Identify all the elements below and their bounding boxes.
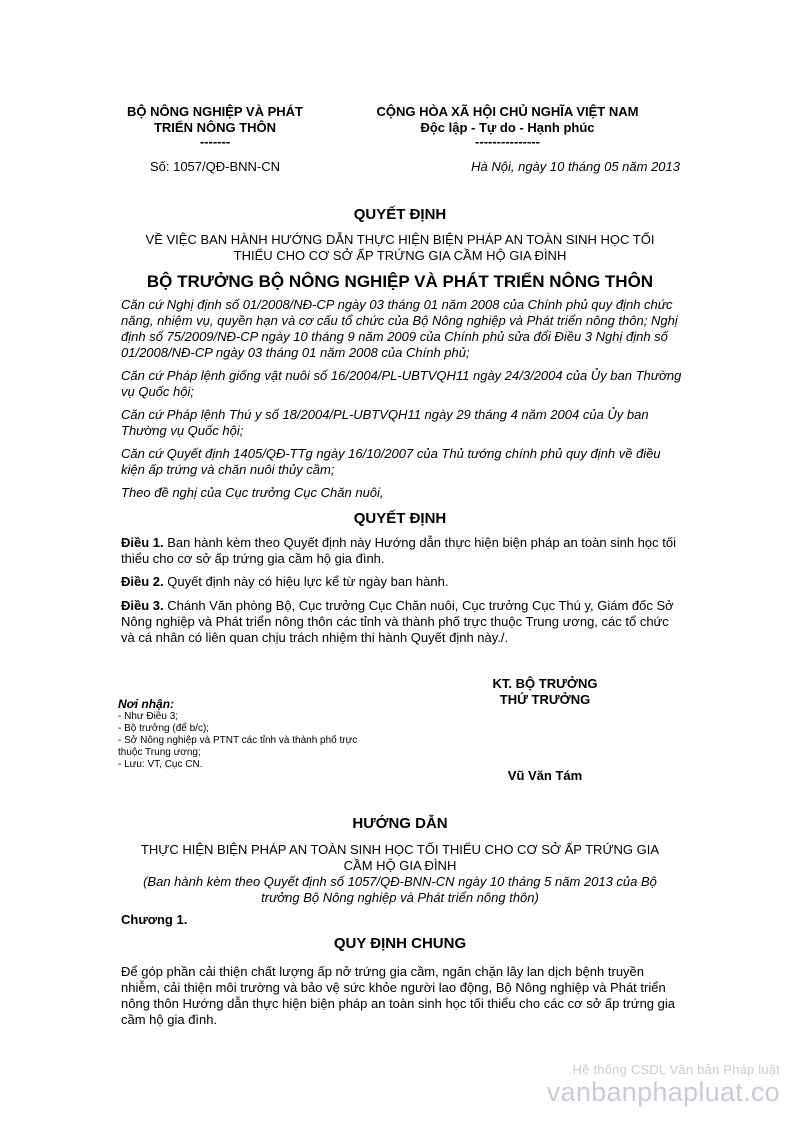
recipient-item: - Bộ trưởng (để b/c); [118,723,210,734]
signer-name: Vũ Văn Tám [507,768,583,783]
motto-dash: --------------- [475,134,540,149]
guide-title: HƯỚNG DẪN [352,815,448,832]
article-3 [121,598,683,646]
decision-subject-line1: VỀ VIỆC BAN HÀNH HƯỚNG DẪN THỰC HIỆN BIỆN PHÁP AN TOÀN SINH HỌC TỐI [145,232,655,247]
recipient-item: - Sở Nông nghiệp và PTNT các tỉnh và thành phố trực [118,735,358,746]
recipients-label: Nơi nhận: [118,697,175,711]
ministry-name [105,104,325,148]
decision-subject-line2: THIỂU CHO CƠ SỞ ẤP TRỨNG GIA CẦM HỘ GIA ĐÌNH [233,248,567,263]
recipient-item: thuộc Trung ương; [118,747,201,758]
signature-block [440,676,650,708]
guide-issued-line2: trưởng Bộ Nông nghiệp và Phát triển nông thôn) [261,890,539,905]
guide-issued-note [100,874,700,906]
chapter-title: QUY ĐỊNH CHUNG [333,935,467,952]
legal-basis-2: Căn cứ Pháp lệnh giống vật nuôi số 16/2004/PL-UBTVQH11 ngày 24/3/2004 của Ủy ban Thường vụ Quốc hội; [121,368,682,399]
place-date: Hà Nội, ngày 10 tháng 05 năm 2013 [471,159,680,174]
ministry-dash: ------- [199,134,231,149]
recipient-item: - Lưu: VT, Cục CN. [118,759,203,770]
article-1-text: Ban hành kèm theo Quyết định này Hướng dẫn thực hiện biện pháp an toàn sinh học tối thiểu cho cơ sở ấp trứng gia cầm hộ gia đình. [121,535,676,566]
recipients-block [118,697,408,771]
decision-title-2: QUYẾT ĐỊNH [353,510,447,527]
legal-basis-3: Căn cứ Pháp lệnh Thú y số 18/2004/PL-UBTVQH11 ngày 29 tháng 4 năm 2004 của Ủy ban Thường vụ Quốc hội; [121,407,649,438]
legal-basis-5: Theo đề nghị của Cục trưởng Cục Chăn nuôi, [121,485,384,500]
recipient-item: - Như Điều 3; [118,711,179,722]
chapter-label: Chương 1. [121,912,188,927]
watermark-line2: vanbanphapluat.co [546,1077,780,1107]
legal-basis-1: Căn cứ Nghị định số 01/2008/NĐ-CP ngày 03 tháng 01 năm 2008 của Chính phủ quy định chức năng, nhiệm vụ, quyền hạn và cơ cấu tổ chức của Bộ Nông nghiệp và Phát triển nông thôn; Nghị định số 75/2009/NĐ-CP ngày 10 tháng 9 năm 2009 của Chính phủ sửa đổi Điều 3 Nghị định số 01/2008/NĐ-CP ngày 03 tháng 01 năm 2008 của Chính phủ; [121,297,678,360]
watermark-line1: Hệ thống CSDL Văn bản Pháp luật [572,1062,780,1077]
motto: Độc lập - Tự do - Hạnh phúc [420,120,595,135]
guide-issued-line1: (Ban hành kèm theo Quyết định số 1057/QĐ-BNN-CN ngày 10 tháng 5 năm 2013 của Bộ [143,874,657,889]
doc-number: Số: 1057/QĐ-BNN-CN [149,159,281,174]
article-3-text: Chánh Văn phòng Bộ, Cục trưởng Cục Chăn nuôi, Cục trưởng Cục Thú y, Giám đốc Sở Nông nghiệp và Phát triển nông thôn các tỉnh và thành phố trực thuộc Trung ương, các tổ chức và cá nhân có liên quan chịu trách nhiệm thi hành Quyết định này./. [121,598,674,645]
national-header [330,104,685,148]
decision-title: QUYẾT ĐỊNH [353,206,447,223]
article-3-label: Điều 3. [121,598,164,613]
issuing-authority: BỘ TRƯỞNG BỘ NÔNG NGHIỆP VÀ PHÁT TRIỂN NÔNG THÔN [146,272,654,291]
ministry-line2: TRIỂN NÔNG THÔN [153,120,277,135]
guide-subject-line1: THỰC HIỆN BIỆN PHÁP AN TOÀN SINH HỌC TỐI THIỂU CHO CƠ SỞ ẤP TRỨNG GIA [140,842,660,857]
guide-intro: Để góp phần cải thiện chất lượng ấp nở trứng gia cầm, ngăn chặn lây lan dịch bệnh truyền nhiễm, cải thiện môi trường và bảo vệ sức khỏe người lao động, Bộ Nông nghiệp và Phát triển nông thôn Hướng dẫn thực hiện biện pháp an toàn sinh học tối thiểu cho các cơ sở ấp trứng gia cầm hộ gia đình. [121,964,675,1027]
republic-name: CỘNG HÒA XÃ HỘI CHỦ NGHĨA VIỆT NAM [376,104,639,119]
article-1 [121,535,683,567]
article-1-label: Điều 1. [121,535,164,550]
guide-subject [100,842,700,874]
legal-basis-4: Căn cứ Quyết định 1405/QĐ-TTg ngày 16/10/2007 của Thủ tướng chính phủ quy định về điều kiện ấp trứng và chăn nuôi thủy cầm; [121,446,661,477]
article-2-label: Điều 2. [121,574,164,589]
ministry-line1: BỘ NÔNG NGHIỆP VÀ PHÁT [126,104,303,119]
decision-subject [100,232,700,264]
article-2 [121,574,683,590]
signature-position: THỨ TRƯỞNG [499,692,591,707]
guide-subject-line2: CẦM HỘ GIA ĐÌNH [343,858,457,873]
signature-title: KT. BỘ TRƯỞNG [492,676,598,691]
article-2-text: Quyết định này có hiệu lực kể từ ngày ban hành. [163,574,449,589]
